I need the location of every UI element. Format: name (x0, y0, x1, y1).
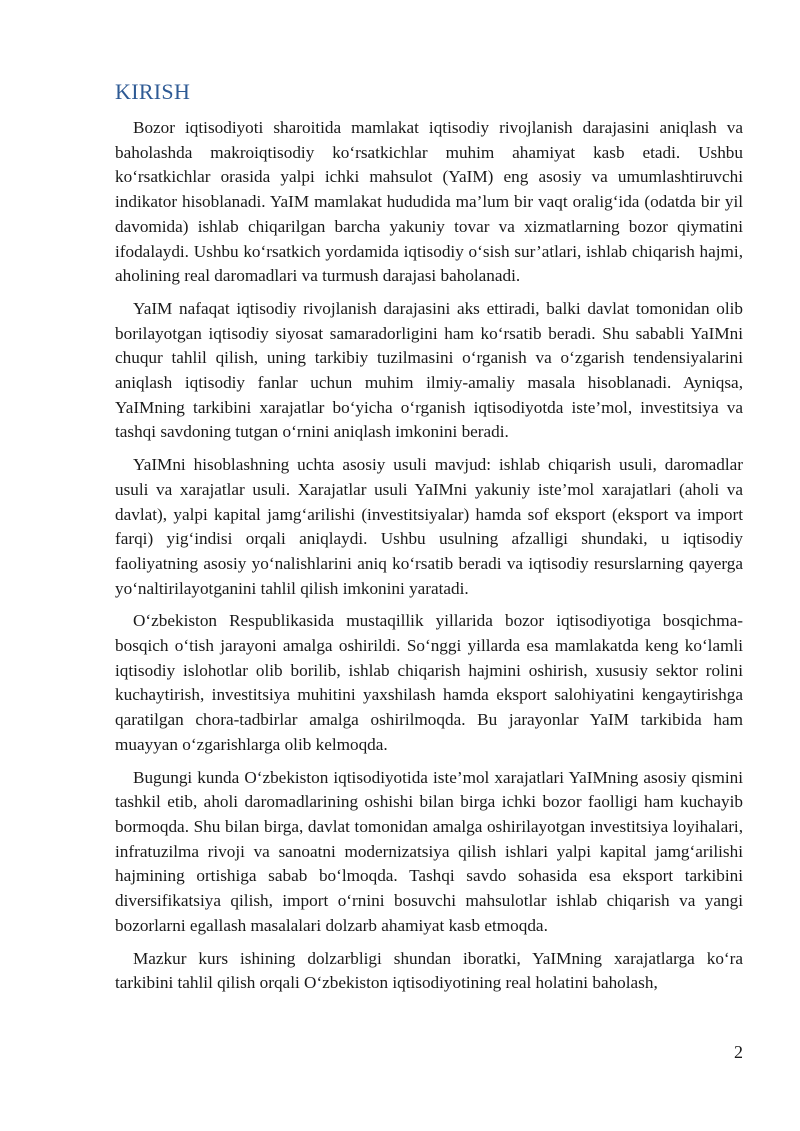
document-body (115, 116, 743, 1004)
paragraph-3: YaIMni hisoblashning uchta asosiy usuli mavjud: ishlab chiqarish usuli, daromadlar usuli va xarajatlar usuli. Xarajatlar usuli YaIMni yakuniy iste’mol xarajatlari (aholi va davlat), yalpi kapital jamg‘arilishi (investitsiyalar) hamda sof eksport (eksport va import farqi) yig‘indisi orqali aniqlaydi. Ushbu usulning afzalligi shundaki, u iqtisodiy faoliyatning asosiy yo‘nalishlarini aniq ko‘rsatib beradi va iqtisodiy resurslarning qayerga yo‘naltirilayotganini tahlil qilish imkonini yaratadi. (115, 455, 743, 598)
paragraph-4: O‘zbekiston Respublikasida mustaqillik yillarida bozor iqtisodiyotiga bosqichma-bosqich o‘tish jarayoni amalga oshirildi. So‘nggi yillarda esa mamlakatda keng ko‘lamli iqtisodiy islohotlar olib borilib, ishlab chiqarish hajmini oshirish, xususiy sektor rolini kuchaytirish, investitsiya muhitini yaxshilash hamda eksport salohiyatini kengaytirishga qaratilgan chora-tadbirlar amalga oshirilmoqda. Bu jarayonlar YaIM tarkibida ham muayyan o‘zgarishlarga olib kelmoqda. (115, 611, 743, 754)
paragraph-1: Bozor iqtisodiyoti sharoitida mamlakat iqtisodiy rivojlanish darajasini aniqlash va baholashda makroiqtisodiy ko‘rsatkichlar muhim ahamiyat kasb etadi. Ushbu ko‘rsatkichlar orasida yalpi ichki mahsulot (YaIM) eng asosiy va umumlashtiruvchi indikator hisoblanadi. YaIM mamlakat hududida ma’lum bir vaqt oralig‘ida (odatda bir yil davomida) ishlab chiqarilgan barcha yakuniy tovar va xizmatlarning bozor qiymatini ifodalaydi. Ushbu ko‘rsatkich yordamida iqtisodiy o‘sish sur’atlari, ishlab chiqarish hajmi, aholining real daromadlari va turmush darajasi baholanadi. (115, 118, 743, 286)
section-heading: KIRISH (115, 79, 191, 104)
paragraph-2: YaIM nafaqat iqtisodiy rivojlanish darajasini aks ettiradi, balki davlat tomonidan olib borilayotgan iqtisodiy siyosat samaradorligini ham ko‘rsatib beradi. Shu sababli YaIMni chuqur tahlil qilish, uning tarkibiy tuzilmasini o‘rganish va o‘zgarish tendensiyalarini aniqlash iqtisodiy fanlar uchun muhim ilmiy-amaliy masala hisoblanadi. Ayniqsa, YaIMning tarkibini xarajatlar bo‘yicha o‘rganish iqtisodiyotda iste’mol, investitsiya va tashqi savdoning tutgan o‘rnini aniqlash imkonini beradi. (115, 298, 743, 442)
paragraph-5: Bugungi kunda O‘zbekiston iqtisodiyotida iste’mol xarajatlari YaIMning asosiy qismini tashkil etib, aholi daromadlarining oshishi bilan birga ichki bozor faolligi ham kuchayib bormoqda. Shu bilan birga, davlat tomonidan amalga oshirilayotgan investitsiya loyihalari, infratuzilma rivoji va sanoatni modernizatsiya qilish ishlari yalpi kapital jamg‘arilishi hajmining ortishiga sabab bo‘lmoqda. Tashqi savdo sohasida esa eksport tarkibini diversifikatsiya qilish, import o‘rnini bosuvchi mahsulotlar ishlab chiqarish va yangi bozorlarni egallash masalalari dolzarb ahamiyat kasb etmoqda. (115, 767, 743, 935)
page-number: 2 (734, 1042, 743, 1062)
paragraph-6: Mazkur kurs ishining dolzarbligi shundan iboratki, YaIMning xarajatlarga ko‘ra tarkibini tahlil qilish orqali O‘zbekiston iqtisodiyotining real holatini baholash, (115, 948, 743, 993)
